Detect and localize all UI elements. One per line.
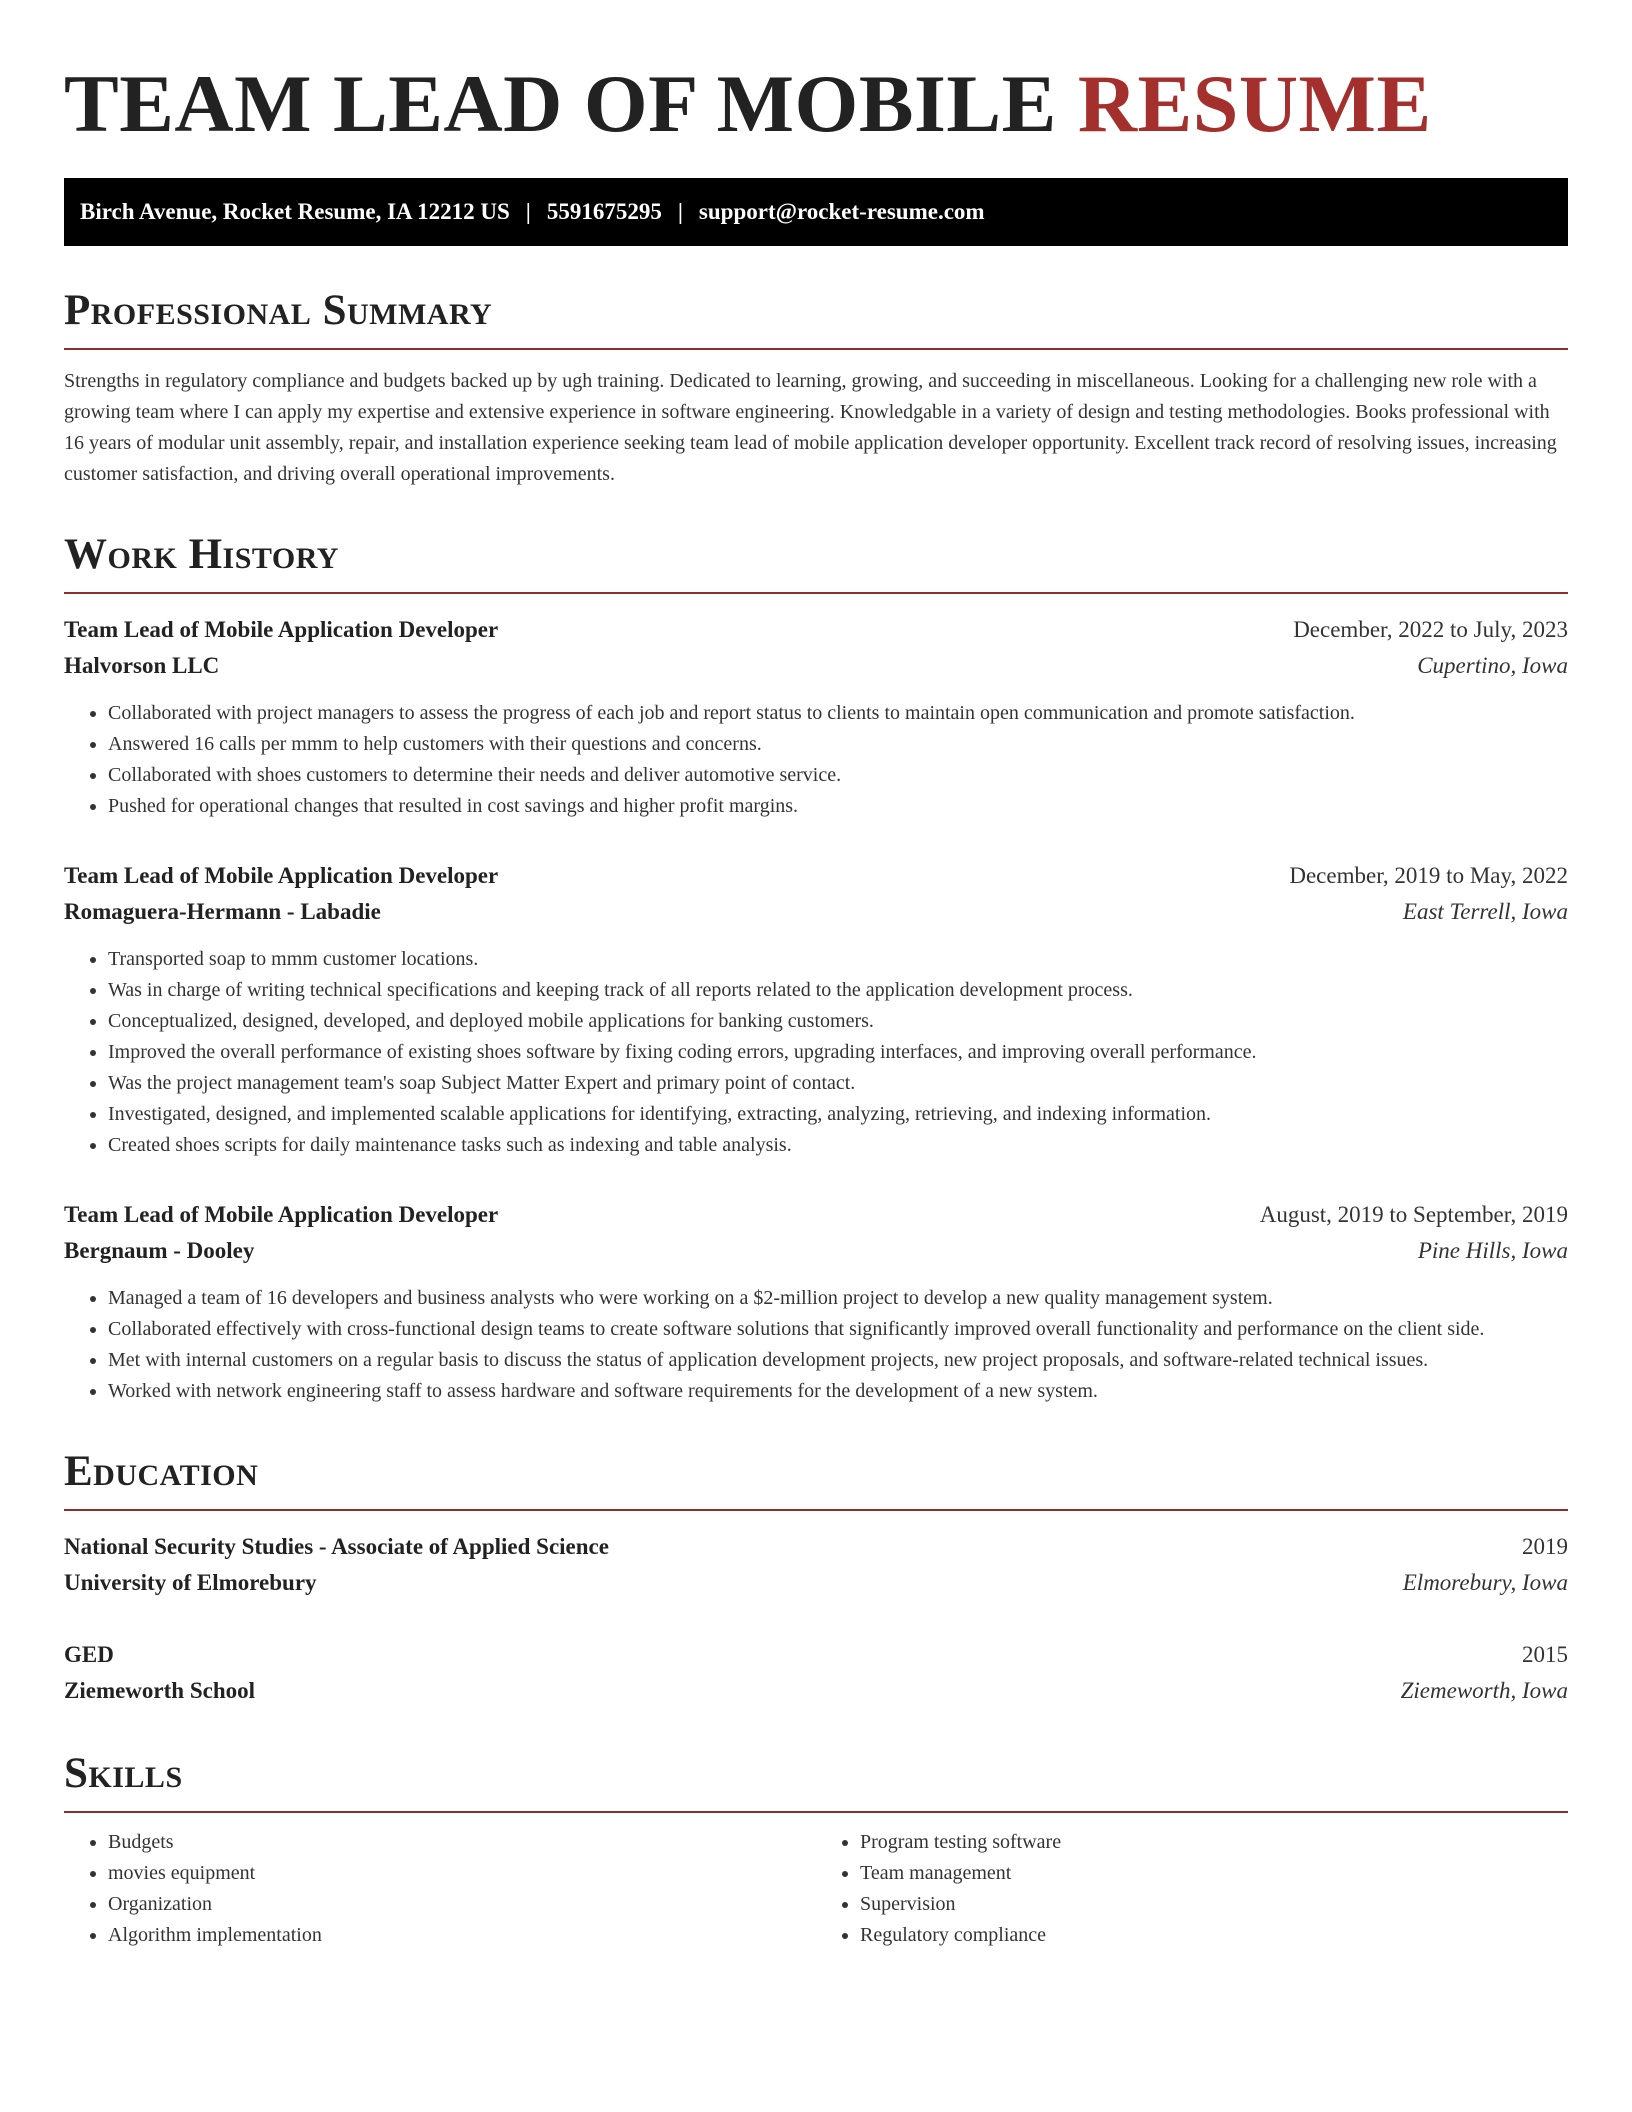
skill-item: • Team management	[860, 1858, 1568, 1889]
job-entry	[64, 858, 1568, 1161]
summary-text: Strengths in regulatory compliance and budgets backed up by ugh training. Dedicated to learning, growing, and succeeding in miscellaneous. Looking for a challenging new role with a growing team where I can apply my expertise and extensive experience in software engineering. Knowledgable in a variety of design and testing methodologies. Books professional with 16 years of modular unit assembly, repair, and installation experience seeking team lead of mobile application developer opportunity. Excellent track record of resolving issues, increasing customer satisfaction, and driving overall operational improvements.	[64, 370, 1557, 485]
job-company: Halvorson LLC	[64, 653, 220, 678]
education-heading: Education	[64, 1447, 1568, 1511]
job-title-row	[64, 858, 1568, 894]
job-company-row	[64, 648, 1568, 684]
work-history-heading: Work History	[64, 530, 1568, 594]
job-title: Team Lead of Mobile Application Developer	[64, 1202, 499, 1227]
job-location: East Terrell, Iowa	[1402, 899, 1568, 924]
job-dates: December, 2022 to July, 2023	[1293, 617, 1568, 642]
resume-title	[64, 56, 1568, 152]
skill-item: • Organization	[108, 1889, 816, 1920]
job-bullet: • Collaborated effectively with cross-functional design teams to create software solutions that significantly improved overall functionality and performance on the client side.	[108, 1314, 1568, 1345]
job-bullet: • Improved the overall performance of existing shoes software by fixing coding errors, upgrading interfaces, and improving overall performance.	[108, 1037, 1568, 1068]
job-bullets	[64, 1283, 1568, 1407]
contact-email: support@rocket-resume.com	[698, 199, 985, 224]
job-location: Pine Hills, Iowa	[1417, 1238, 1568, 1263]
skill-item: • Program testing software	[860, 1827, 1568, 1858]
job-bullets	[64, 944, 1568, 1161]
skills-list-left	[64, 1827, 816, 1951]
skill-item: • Supervision	[860, 1889, 1568, 1920]
skill-item: • movies equipment	[108, 1858, 816, 1889]
skill-item: • Budgets	[108, 1827, 816, 1858]
education-location: Ziemeworth, Iowa	[1400, 1678, 1568, 1703]
skills-list-right	[816, 1827, 1568, 1951]
education-degree: National Security Studies - Associate of Applied Science	[64, 1534, 609, 1559]
education-section	[64, 1447, 1568, 1709]
job-title-row	[64, 1197, 1568, 1233]
job-dates: August, 2019 to September, 2019	[1259, 1202, 1568, 1227]
education-school-row	[64, 1673, 1568, 1709]
job-company: Bergnaum - Dooley	[64, 1238, 255, 1263]
education-degree: GED	[64, 1642, 114, 1667]
job-company-row	[64, 894, 1568, 930]
job-entry	[64, 1197, 1568, 1407]
title-main: TEAM LEAD OF MOBILE	[64, 58, 1057, 149]
job-bullet: • Investigated, designed, and implemented scalable applications for identifying, extracting, analyzing, retrieving, and indexing information.	[108, 1099, 1568, 1130]
job-location: Cupertino, Iowa	[1417, 653, 1568, 678]
education-school: University of Elmorebury	[64, 1570, 317, 1595]
job-bullet: • Worked with network engineering staff to assess hardware and software requirements for the development of a new system.	[108, 1376, 1568, 1407]
skills-grid	[64, 1827, 1568, 1951]
education-school-row	[64, 1565, 1568, 1601]
work-history-section	[64, 530, 1568, 1407]
education-degree-row	[64, 1637, 1568, 1673]
education-school: Ziemeworth School	[64, 1678, 256, 1703]
job-title: Team Lead of Mobile Application Developer	[64, 617, 499, 642]
education-year: 2015	[1522, 1642, 1568, 1667]
job-title: Team Lead of Mobile Application Developer	[64, 863, 499, 888]
education-entry	[64, 1637, 1568, 1709]
job-entry	[64, 612, 1568, 822]
summary-heading: Professional Summary	[64, 286, 1568, 350]
contact-separator: |	[677, 199, 683, 224]
job-bullet: • Met with internal customers on a regular basis to discuss the status of application development projects, new project proposals, and software-related technical issues.	[108, 1345, 1568, 1376]
job-bullet: • Managed a team of 16 developers and business analysts who were working on a $2-million project to develop a new quality management system.	[108, 1283, 1568, 1314]
job-bullet: • Was the project management team's soap Subject Matter Expert and primary point of contact.	[108, 1068, 1568, 1099]
job-bullet: • Created shoes scripts for daily maintenance tasks such as indexing and table analysis.	[108, 1130, 1568, 1161]
job-bullet: • Collaborated with shoes customers to determine their needs and deliver automotive service.	[108, 760, 1568, 791]
job-bullet: • Transported soap to mmm customer locations.	[108, 944, 1568, 975]
contact-phone: 5591675295	[546, 199, 662, 224]
job-company-row	[64, 1233, 1568, 1269]
skills-section	[64, 1749, 1568, 1951]
job-dates: December, 2019 to May, 2022	[1289, 863, 1568, 888]
skill-item: • Regulatory compliance	[860, 1920, 1568, 1951]
skill-item: • Algorithm implementation	[108, 1920, 816, 1951]
title-accent: RESUME	[1077, 58, 1432, 149]
job-bullet: • Answered 16 calls per mmm to help customers with their questions and concerns.	[108, 729, 1568, 760]
contact-separator: |	[525, 199, 531, 224]
skills-heading: Skills	[64, 1749, 1568, 1813]
education-location: Elmorebury, Iowa	[1402, 1570, 1568, 1595]
contact-address: Birch Avenue, Rocket Resume, IA 12212 US	[80, 199, 510, 224]
education-year: 2019	[1522, 1534, 1568, 1559]
job-title-row	[64, 612, 1568, 648]
education-degree-row	[64, 1529, 1568, 1565]
job-bullet: • Collaborated with project managers to assess the progress of each job and report status to clients to maintain open communication and promote satisfaction.	[108, 698, 1568, 729]
education-entry	[64, 1529, 1568, 1601]
job-company: Romaguera-Hermann - Labadie	[64, 899, 381, 924]
summary-section	[64, 286, 1568, 490]
job-bullet: • Conceptualized, designed, developed, and deployed mobile applications for banking customers.	[108, 1006, 1568, 1037]
job-bullets	[64, 698, 1568, 822]
contact-bar	[64, 178, 1568, 246]
job-bullet: • Pushed for operational changes that resulted in cost savings and higher profit margins.	[108, 791, 1568, 822]
job-bullet: • Was in charge of writing technical specifications and keeping track of all reports related to the application development process.	[108, 975, 1568, 1006]
